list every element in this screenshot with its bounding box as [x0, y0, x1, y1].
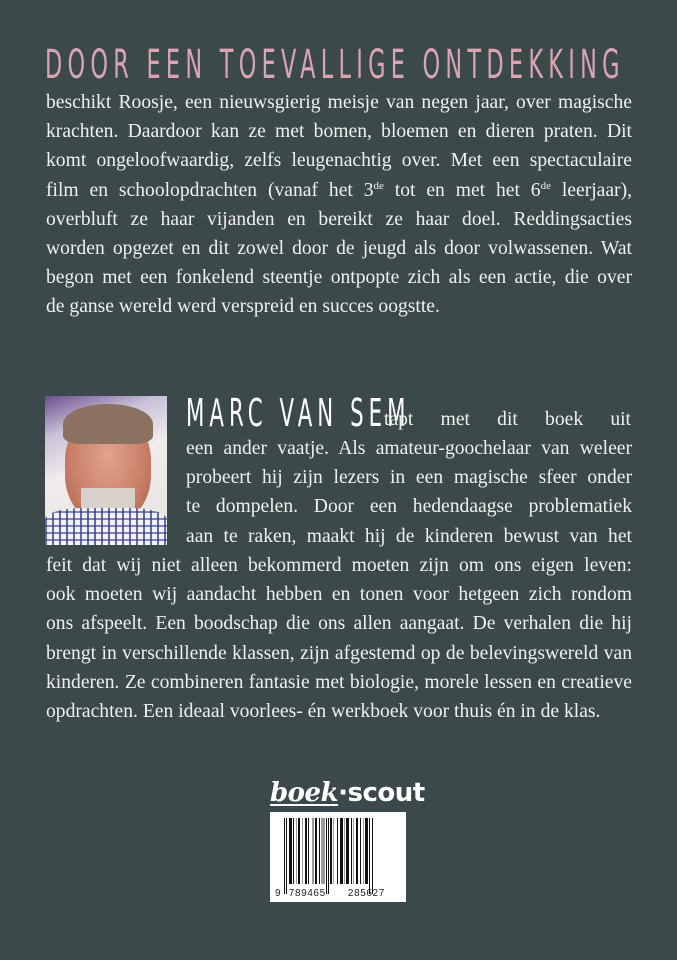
bio-line: ook moeten wij aandacht hebben en tonen voor hetgeen zich rondom [46, 584, 632, 606]
bio-line: ons afspeelt. Een boodschap die ons allen aangaat. De verhalen die hij [46, 613, 632, 635]
publisher-logo-part1: boek [270, 778, 339, 808]
blurb-line: overbluft ze haar vijanden en bereikt ze haar doel. Reddingsacties [46, 208, 632, 230]
blurb-paragraph [46, 88, 632, 322]
bio-line: opdrachten. Een ideaal voorlees- én werkboek voor thuis én in de klas. [46, 701, 601, 723]
author-bio-full [46, 551, 632, 726]
author-name: MARC VAN SEM [186, 391, 411, 435]
bio-line: brengt in verschillende klassen, zijn afgestemd op de belevingswereld van [46, 642, 632, 664]
bio-line: aan te raken, maakt hij de kinderen bewust van het [186, 525, 632, 547]
blurb-line: begon met een fonkelend steentje ontpopte zich als een actie, die over [46, 267, 632, 289]
publisher-logo-part2: scout [347, 778, 425, 808]
author-bio-first-line: tapt met dit boek uit [384, 409, 631, 430]
blurb-line: krachten. Daardoor kan ze met bomen, bloemen en dieren praten. Dit [46, 121, 632, 143]
blurb-line: beschikt Roosje, een nieuwsgierig meisje van negen jaar, over magische [46, 92, 632, 113]
bio-line: kinderen. Ze combineren fantasie met biologie, morele lessen en creatieve [46, 671, 632, 693]
publisher-logo [270, 778, 425, 808]
bio-line: probeert hij zijn lezers in een magische sfeer onder [186, 467, 632, 489]
bio-line: een ander vaatje. Als amateur-goochelaar van weleer [186, 438, 632, 459]
bio-line: feit dat wij niet alleen bekommerd moeten zijn om ons eigen leven: [46, 555, 632, 576]
barcode-digit-first: 9 [275, 888, 281, 899]
barcode-group1: 789465 [288, 888, 326, 899]
barcode-bars [284, 818, 394, 890]
barcode-digits [275, 888, 403, 899]
blurb-line: worden opgezet en dit zowel door de jeugd als door volwassenen. Wat [46, 238, 632, 260]
back-cover-heading: DOOR EEN TOEVALLIGE ONTDEKKING [45, 42, 625, 88]
isbn-barcode [270, 812, 406, 902]
blurb-line-grades: film en schoolopdrachten (vanaf het 3de tot en met het 6de leerjaar), [46, 179, 633, 201]
author-photo [45, 396, 167, 545]
blurb-line: komt ongeloofwaardig, zelfs leugenachtig over. Met een spectaculaire [46, 150, 632, 172]
publisher-logo-dot: · [338, 778, 348, 808]
author-shirt [45, 508, 167, 545]
author-bio-indented [186, 434, 632, 551]
barcode-group2: 285627 [347, 888, 385, 899]
blurb-line: de ganse wereld werd verspreid en succes oogstte. [46, 296, 440, 318]
author-hair [63, 404, 153, 444]
barcode-bar [372, 818, 373, 894]
bio-line: te dompelen. Door een hedendaagse problematiek [186, 496, 632, 518]
